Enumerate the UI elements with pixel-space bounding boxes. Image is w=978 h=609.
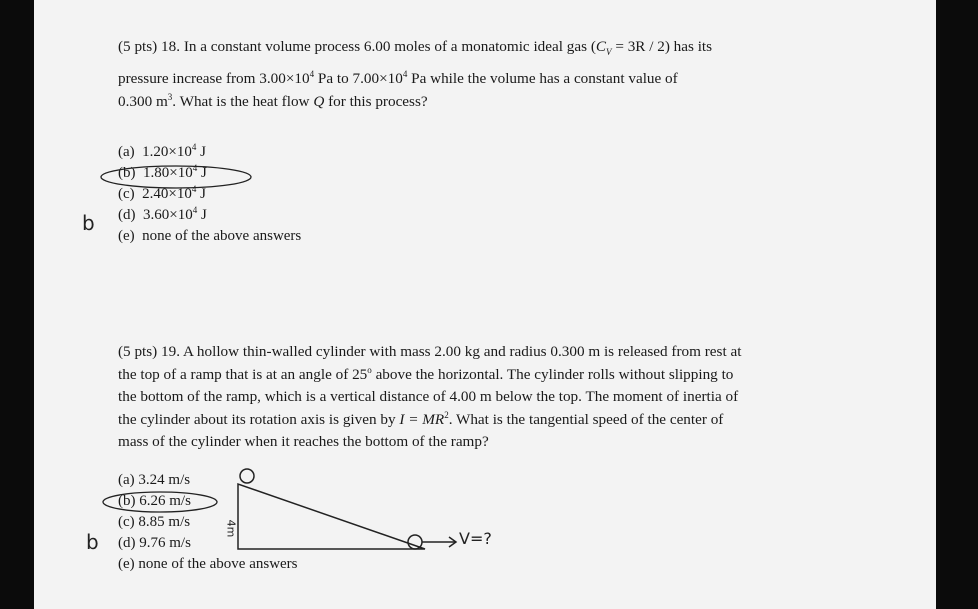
q18-line-3: 0.300 $m^3$. What is the heat flow Q for this process?	[118, 92, 428, 111]
ramp-sketch	[238, 469, 456, 549]
q19-option-b[interactable]: (b) 6.26 m/s	[118, 493, 191, 509]
q19-line-4: the cylinder about its rotation axis is given by $I = MR^2$. What is the tangential speed of the center of	[118, 409, 724, 428]
q18-option-d[interactable]: (d) $3.60\times 10^4$ J	[118, 205, 207, 223]
q18-answer-circle	[101, 166, 251, 188]
q19-option-d[interactable]: (d) 9.76 m/s	[118, 535, 191, 551]
q18-handwritten-answer: b	[82, 211, 95, 235]
q19-line-3: the bottom of the ramp, which is a vertical distance of 4.00 m below the top. The moment of inertia of	[118, 388, 739, 405]
height-label: 4m	[224, 519, 238, 538]
q18-line-2: pressure increase from $3.00\times 10^4$ Pa to $7.00\times 10^4$ Pa while the volume has a constant value of	[118, 69, 678, 88]
q18-option-c[interactable]: (c) $2.40\times 10^4$ J	[118, 184, 206, 202]
q18-option-b[interactable]: (b) $1.80\times 10^4$ J	[118, 163, 207, 181]
q18-option-e[interactable]: (e) none of the above answers	[118, 228, 302, 244]
q19-line-1: (5 pts) 19. A hollow thin-walled cylinder with mass 2.00 kg and radius 0.300 m is released from rest at	[118, 343, 742, 360]
cylinder-top-icon	[240, 469, 254, 483]
q19-line-5: mass of the cylinder when it reaches the bottom of the ramp?	[118, 433, 489, 450]
q19-handwritten-answer: b	[86, 530, 99, 554]
ramp-triangle	[238, 484, 425, 549]
q19-option-e[interactable]: (e) none of the above answers	[118, 556, 298, 572]
speed-label: V=?	[459, 529, 492, 548]
q19-line-2: the top of a ramp that is at an angle of 25$^o$ above the horizontal. The cylinder rolls without slipping to	[118, 364, 734, 383]
q19-answer-circle	[103, 492, 217, 512]
q18-option-a[interactable]: (a) $1.20\times 10^4$ J	[118, 142, 206, 160]
cylinder-bottom-icon	[408, 535, 422, 549]
q18-line-1: (5 pts) 18. In a constant volume process 6.00 moles of a monatomic ideal gas $(C_V = 3R / 2)$ has its	[118, 38, 713, 58]
q19-option-a[interactable]: (a) 3.24 m/s	[118, 472, 191, 488]
q19-option-c[interactable]: (c) 8.85 m/s	[118, 514, 191, 530]
